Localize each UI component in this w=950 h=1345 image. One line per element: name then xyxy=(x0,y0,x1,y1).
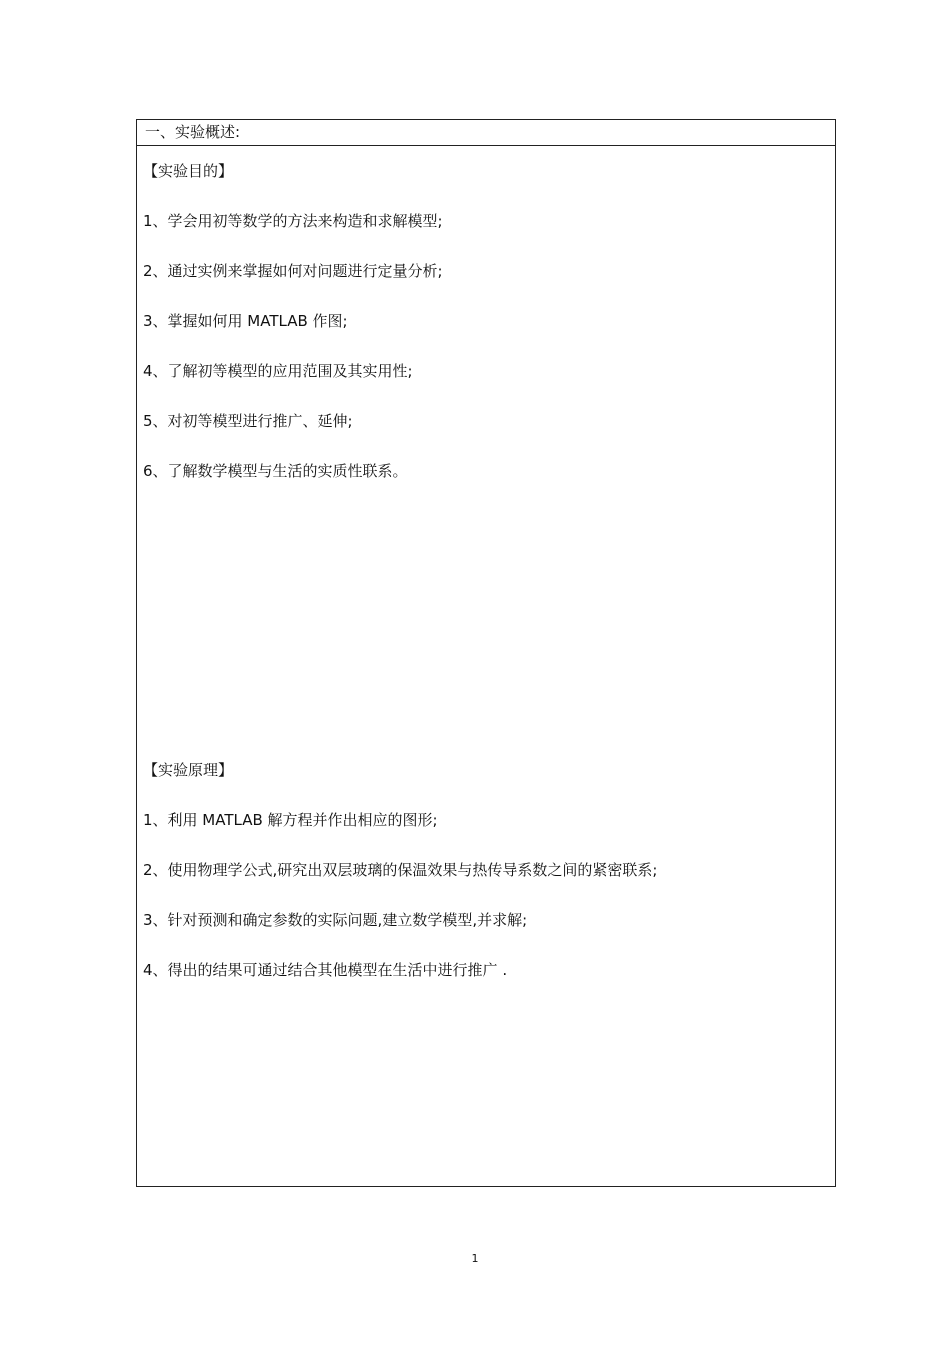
experiment-table xyxy=(136,119,836,1187)
purpose-title: 【实验目的】 xyxy=(143,162,234,180)
section-heading: 一、实验概述: xyxy=(137,120,835,146)
purpose-item-3: 3、掌握如何用 MATLAB 作图; xyxy=(143,312,348,330)
principle-item-2: 2、使用物理学公式,研究出双层玻璃的保温效果与热传导系数之间的紧密联系; xyxy=(143,861,658,879)
principle-title: 【实验原理】 xyxy=(143,761,234,779)
page-number: 1 xyxy=(471,1252,479,1265)
purpose-item-5: 5、对初等模型进行推广、延伸; xyxy=(143,412,353,430)
purpose-item-6: 6、了解数学模型与生活的实质性联系。 xyxy=(143,462,408,480)
principle-item-4: 4、得出的结果可通过结合其他模型在生活中进行推广 . xyxy=(143,961,508,979)
principle-item-1: 1、利用 MATLAB 解方程并作出相应的图形; xyxy=(143,811,438,829)
purpose-item-2: 2、通过实例来掌握如何对问题进行定量分析; xyxy=(143,262,443,280)
purpose-item-4: 4、了解初等模型的应用范围及其实用性; xyxy=(143,362,413,380)
purpose-item-1: 1、学会用初等数学的方法来构造和求解模型; xyxy=(143,212,443,230)
principle-item-3: 3、针对预测和确定参数的实际问题,建立数学模型,并求解; xyxy=(143,911,528,929)
